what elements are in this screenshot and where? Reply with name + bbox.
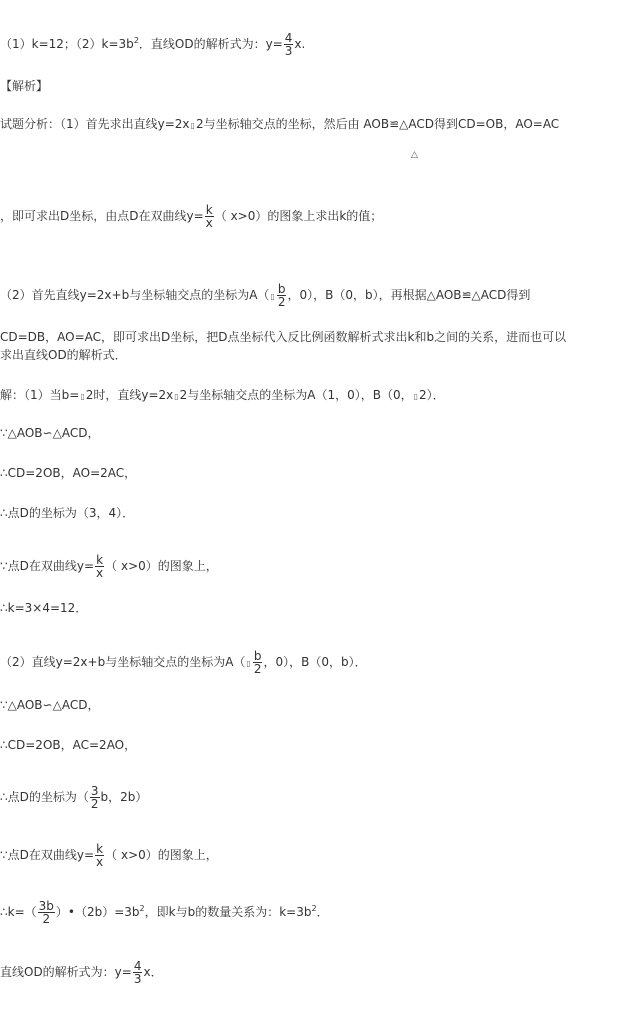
fraction-denominator: 2 <box>90 797 99 811</box>
section-heading <box>0 78 48 94</box>
text-segment: ，即可求出D坐标，由点D在双曲线y= <box>0 209 204 223</box>
missing-glyph-icon: ▯ <box>246 659 251 668</box>
fraction-numerator: b <box>253 649 262 663</box>
missing-glyph-icon: ▯ <box>190 121 195 130</box>
fraction-numerator: 4 <box>284 31 293 45</box>
text-segment: b，2b） <box>100 790 148 804</box>
missing-glyph-icon: ▯ <box>174 392 179 401</box>
text-segment: ． <box>316 905 329 919</box>
solution-line <box>0 650 367 675</box>
text-segment: ∵点D在双曲线y= <box>0 848 95 862</box>
solution-line <box>0 387 445 405</box>
answer-line <box>0 32 305 57</box>
fraction <box>95 554 104 579</box>
text-segment: ∴k=（ <box>0 905 37 919</box>
analysis-line <box>0 347 127 363</box>
fraction-numerator: 4 <box>133 959 142 973</box>
solution-line <box>0 465 136 481</box>
solution-line <box>0 737 136 753</box>
solution-line <box>0 960 163 985</box>
fraction <box>38 900 55 925</box>
text-segment: （2）直线y=2x+b与坐标轴交点的坐标为A（ <box>0 655 246 669</box>
text-segment: 直线OD的解析式为：y= <box>0 965 132 979</box>
fraction-denominator: 2 <box>253 662 262 676</box>
text-segment: ∴CD=2OB，AC=2AO， <box>0 738 137 752</box>
text-segment: （ x>0）的图象上求出k的值； <box>214 209 383 223</box>
fraction-denominator: x <box>96 855 104 869</box>
text-segment: （ x>0）的图象上， <box>105 559 218 573</box>
superscript: 2 <box>133 36 139 45</box>
text-segment: ，即k与b的数量关系为：k=3b <box>144 905 312 919</box>
fraction <box>284 32 294 57</box>
analysis-line <box>0 204 382 229</box>
solution-line <box>0 697 99 713</box>
fraction <box>133 960 143 985</box>
fraction-denominator: 2 <box>277 295 286 309</box>
missing-glyph-icon: ▯ <box>413 392 419 401</box>
text-segment: ∵△AOB∽△ACD， <box>0 698 100 712</box>
superscript: 2 <box>139 904 145 913</box>
solution-line <box>0 600 87 616</box>
fraction-denominator: 3 <box>133 972 142 986</box>
fraction-numerator: k <box>205 203 213 217</box>
fraction <box>277 283 287 308</box>
text-segment: 解：（1）当b= <box>0 388 80 402</box>
text-segment: ∵△AOB∽△ACD， <box>0 426 100 440</box>
fraction-numerator: 3 <box>90 784 99 798</box>
text-segment: ，0），B（0，b），再根据△AOB≌△ACD得到 <box>287 288 531 302</box>
text-segment: x. <box>294 37 306 51</box>
fraction-denominator: 3 <box>284 44 293 58</box>
solution-line <box>0 554 218 579</box>
text-segment: 2与坐标轴交点的坐标为A（1，0），B（0， <box>179 388 413 402</box>
fraction-numerator: b <box>277 282 286 296</box>
fraction-numerator: 3b <box>38 899 54 913</box>
fraction <box>95 843 104 868</box>
text-segment: ，0），B（0，b）． <box>263 655 367 669</box>
triangle-glyph: △ <box>411 150 418 160</box>
fraction-denominator: x <box>96 566 104 580</box>
text-segment: 2时，直线y=2x <box>85 388 174 402</box>
heading-text: 【解析】 <box>0 79 49 93</box>
text-segment: ）•（2b）=3b <box>55 905 140 919</box>
text-segment: x． <box>143 965 163 979</box>
fraction-denominator: 2 <box>42 912 51 926</box>
fraction-numerator: k <box>96 553 104 567</box>
text-segment: 2与坐标轴交点的坐标，然后由 AOB≌△ACD得到CD=OB，AO=AC <box>195 117 560 131</box>
solution-line <box>0 843 218 868</box>
text-segment: 试题分析：（1）首先求出直线y=2x <box>0 117 190 131</box>
superscript: 2 <box>311 904 317 913</box>
text-segment: ∴点D的坐标为（3，4）． <box>0 506 135 520</box>
fraction-numerator: k <box>96 842 104 856</box>
text-segment: ∵点D在双曲线y= <box>0 559 95 573</box>
fraction-denominator: x <box>205 216 213 230</box>
missing-glyph-icon: ▯ <box>80 392 85 401</box>
text-segment: ∴CD=2OB，AO=2AC， <box>0 466 137 480</box>
fraction <box>90 785 100 810</box>
fraction <box>253 650 263 675</box>
solution-line <box>0 505 134 521</box>
text-segment: （2）首先直线y=2x+b与坐标轴交点的坐标为A（ <box>0 288 270 302</box>
solution-line <box>0 425 99 441</box>
text-segment: ∴k=3×4=12． <box>0 601 88 615</box>
solution-line <box>0 785 147 810</box>
text-segment: （ x>0）的图象上， <box>105 848 218 862</box>
solution-line <box>0 900 329 925</box>
missing-glyph-icon: ▯ <box>270 292 275 301</box>
analysis-line <box>0 329 566 345</box>
text-segment: ∴点D的坐标为（ <box>0 790 89 804</box>
text-segment: CD=DB，AO=AC，即可求出D坐标，把D点坐标代入反比例函数解析式求出k和b之间的关系，进而也可以 <box>0 330 567 344</box>
text-segment: ．直线OD的解析式为：y= <box>138 37 283 51</box>
analysis-line <box>0 116 559 134</box>
fraction <box>205 204 214 229</box>
text-segment: 2）． <box>419 388 445 402</box>
text-segment: 求出直线OD的解析式． <box>0 348 127 362</box>
text-segment: （1）k=12；（2）k=3b <box>0 37 134 51</box>
analysis-line <box>0 283 530 308</box>
